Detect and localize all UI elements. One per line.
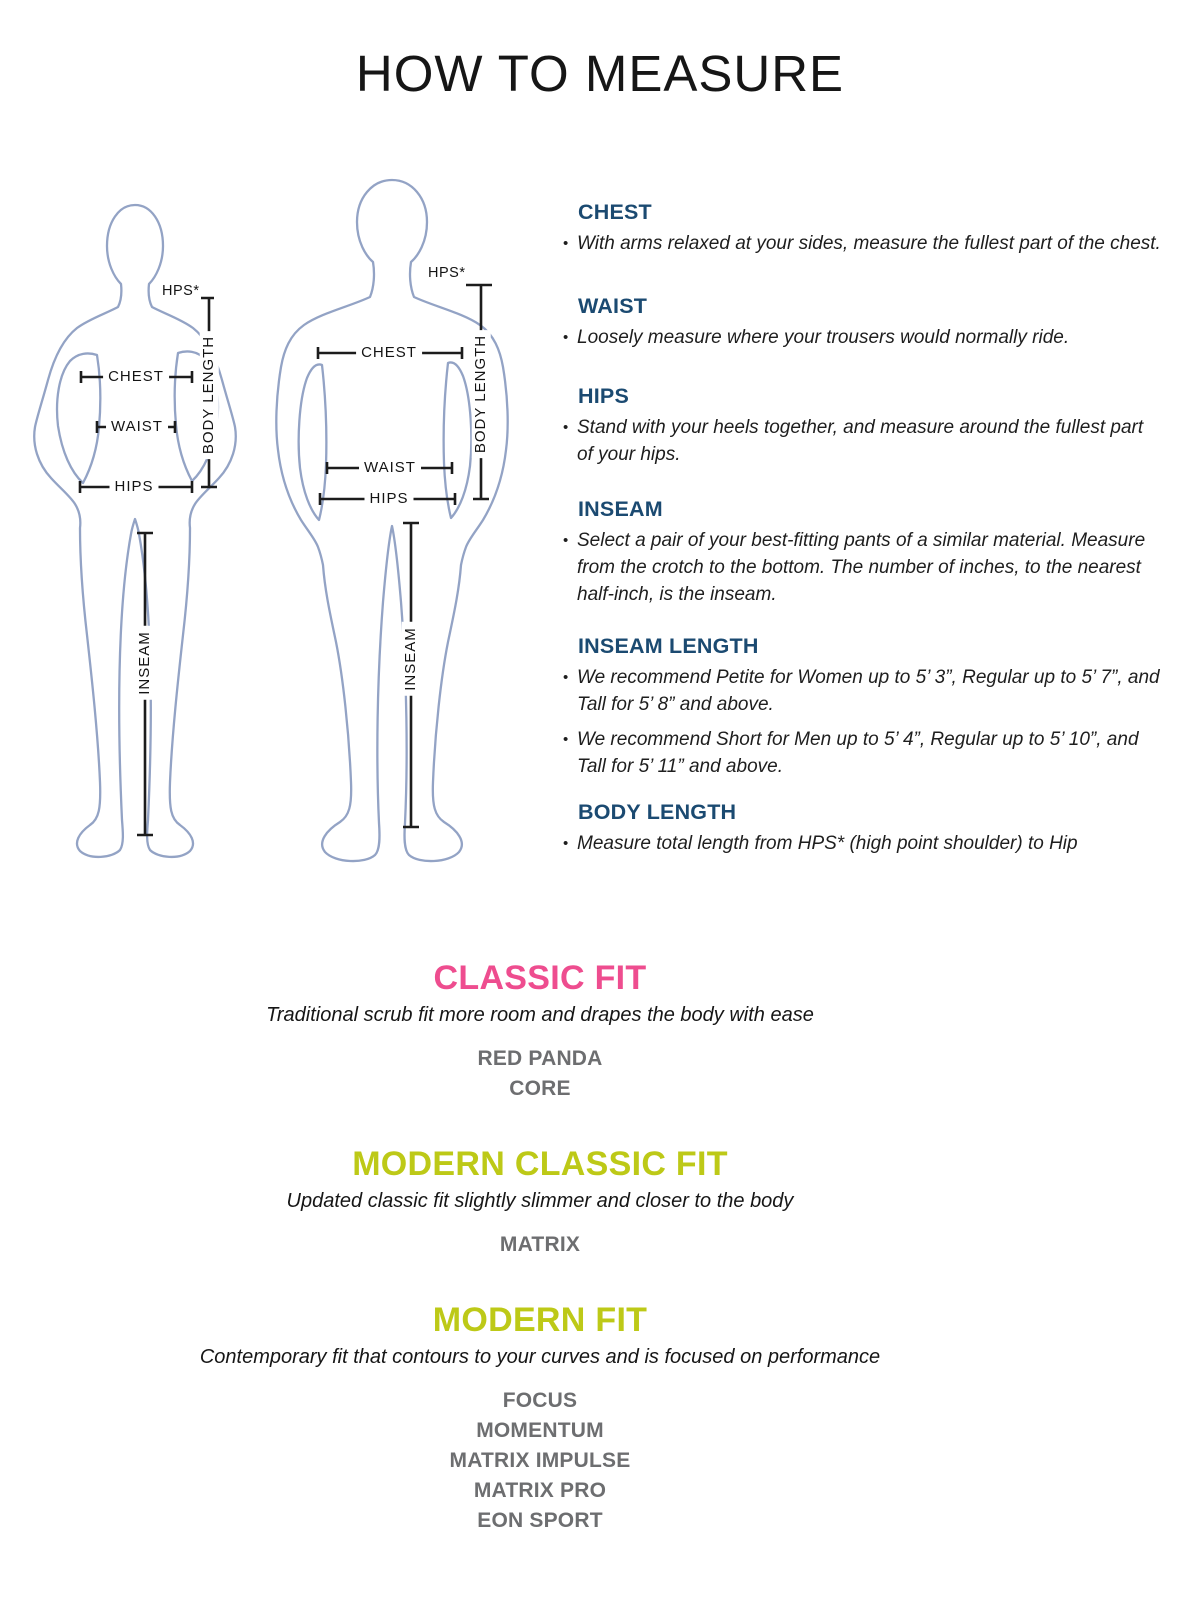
section-heading: INSEAM (578, 497, 663, 521)
female-waist-label: WAIST (106, 418, 168, 437)
product-name: MATRIX (499, 1233, 581, 1256)
fit-modern-classic (0, 1144, 1080, 1260)
bullet-item (563, 414, 1164, 468)
fit-modern (0, 1300, 1080, 1536)
bullet-item (563, 664, 1164, 718)
bullet-text: Stand with your heels together, and measure around the fullest part of your hips. (577, 417, 1144, 465)
male-chest-label: CHEST (356, 344, 422, 363)
male-inseam-label: INSEAM (402, 622, 421, 696)
bullet-text: Loosely measure where your trousers would normally ride. (577, 327, 1070, 348)
bullet-dot: • (563, 835, 569, 852)
bullet-dot: • (563, 419, 569, 436)
fit-products (0, 1230, 1080, 1260)
fit-products (0, 1386, 1080, 1536)
female-chest-label: CHEST (103, 368, 169, 387)
fit-description: Contemporary fit that contours to your curves and is focused on performance (199, 1346, 881, 1368)
bullet-item (563, 726, 1164, 780)
bullet-text: We recommend Short for Men up to 5’ 4”, Regular up to 5’ 10”, and Tall for 5’ 11” and above. (577, 729, 1139, 777)
male-waist-label: WAIST (359, 459, 421, 478)
product-name: FOCUS (502, 1389, 578, 1412)
section-heading: HIPS (578, 384, 629, 408)
female-hps-label: HPS* (162, 283, 200, 299)
male-hips-label: HIPS (364, 490, 413, 509)
page-title: HOW TO MEASURE (355, 45, 845, 102)
fit-description: Traditional scrub fit more room and drapes the body with ease (266, 1004, 814, 1026)
male-figure-outline (276, 180, 507, 861)
bullet-dot: • (563, 532, 569, 549)
product-name: MATRIX IMPULSE (449, 1449, 631, 1472)
section-hips (563, 384, 1164, 468)
male-hps-label: HPS* (428, 265, 466, 281)
fit-name: MODERN FIT (432, 1301, 648, 1339)
female-hips-label: HIPS (109, 478, 158, 497)
male-arm-gap-left (299, 364, 327, 520)
section-waist (563, 294, 1164, 351)
fit-classic (0, 958, 1080, 1104)
section-inseam-length (563, 634, 1164, 780)
fit-name: MODERN CLASSIC FIT (352, 1145, 728, 1183)
bullet-text: We recommend Petite for Women up to 5’ 3”, Regular up to 5’ 7”, and Tall for 5’ 8” and above. (577, 667, 1160, 715)
bullet-dot: • (563, 329, 569, 346)
section-chest (563, 200, 1164, 257)
bullet-item (563, 830, 1164, 857)
female-figure-outline (34, 205, 236, 857)
female-inseam-label: INSEAM (136, 626, 155, 700)
section-inseam (563, 497, 1164, 608)
section-heading: INSEAM LENGTH (578, 634, 759, 658)
bullet-dot: • (563, 669, 569, 686)
female-body-length-label: BODY LENGTH (200, 331, 219, 459)
section-heading: CHEST (578, 200, 652, 224)
fit-guide (0, 958, 1080, 1536)
bullet-item (563, 324, 1164, 351)
section-body-length (563, 800, 1164, 857)
bullet-dot: • (563, 235, 569, 252)
section-heading: WAIST (578, 294, 648, 318)
male-arm-gap-right (444, 362, 472, 518)
bullet-text: With arms relaxed at your sides, measure the fullest part of the chest. (577, 233, 1161, 254)
bullet-item (563, 230, 1164, 257)
bullet-text: Measure total length from HPS* (high point shoulder) to Hip (577, 833, 1078, 854)
female-arm-gap-left (57, 353, 100, 483)
section-heading: BODY LENGTH (578, 800, 737, 824)
bullet-text: Select a pair of your best-fitting pants of a similar material. Measure from the crotch to the bottom. The number of inches, to the nearest half-inch, is the inseam. (577, 530, 1146, 605)
bullet-dot: • (563, 731, 569, 748)
product-name: MOMENTUM (476, 1419, 604, 1442)
fit-name: CLASSIC FIT (433, 959, 647, 997)
product-name: MATRIX PRO (473, 1479, 607, 1502)
product-name: EON SPORT (477, 1509, 603, 1532)
male-body-length-label: BODY LENGTH (472, 330, 491, 458)
bullet-item (563, 527, 1164, 608)
product-name: CORE (509, 1077, 571, 1100)
fit-description: Updated classic fit slightly slimmer and closer to the body (286, 1190, 794, 1212)
product-name: RED PANDA (477, 1047, 603, 1070)
fit-products (0, 1044, 1080, 1104)
